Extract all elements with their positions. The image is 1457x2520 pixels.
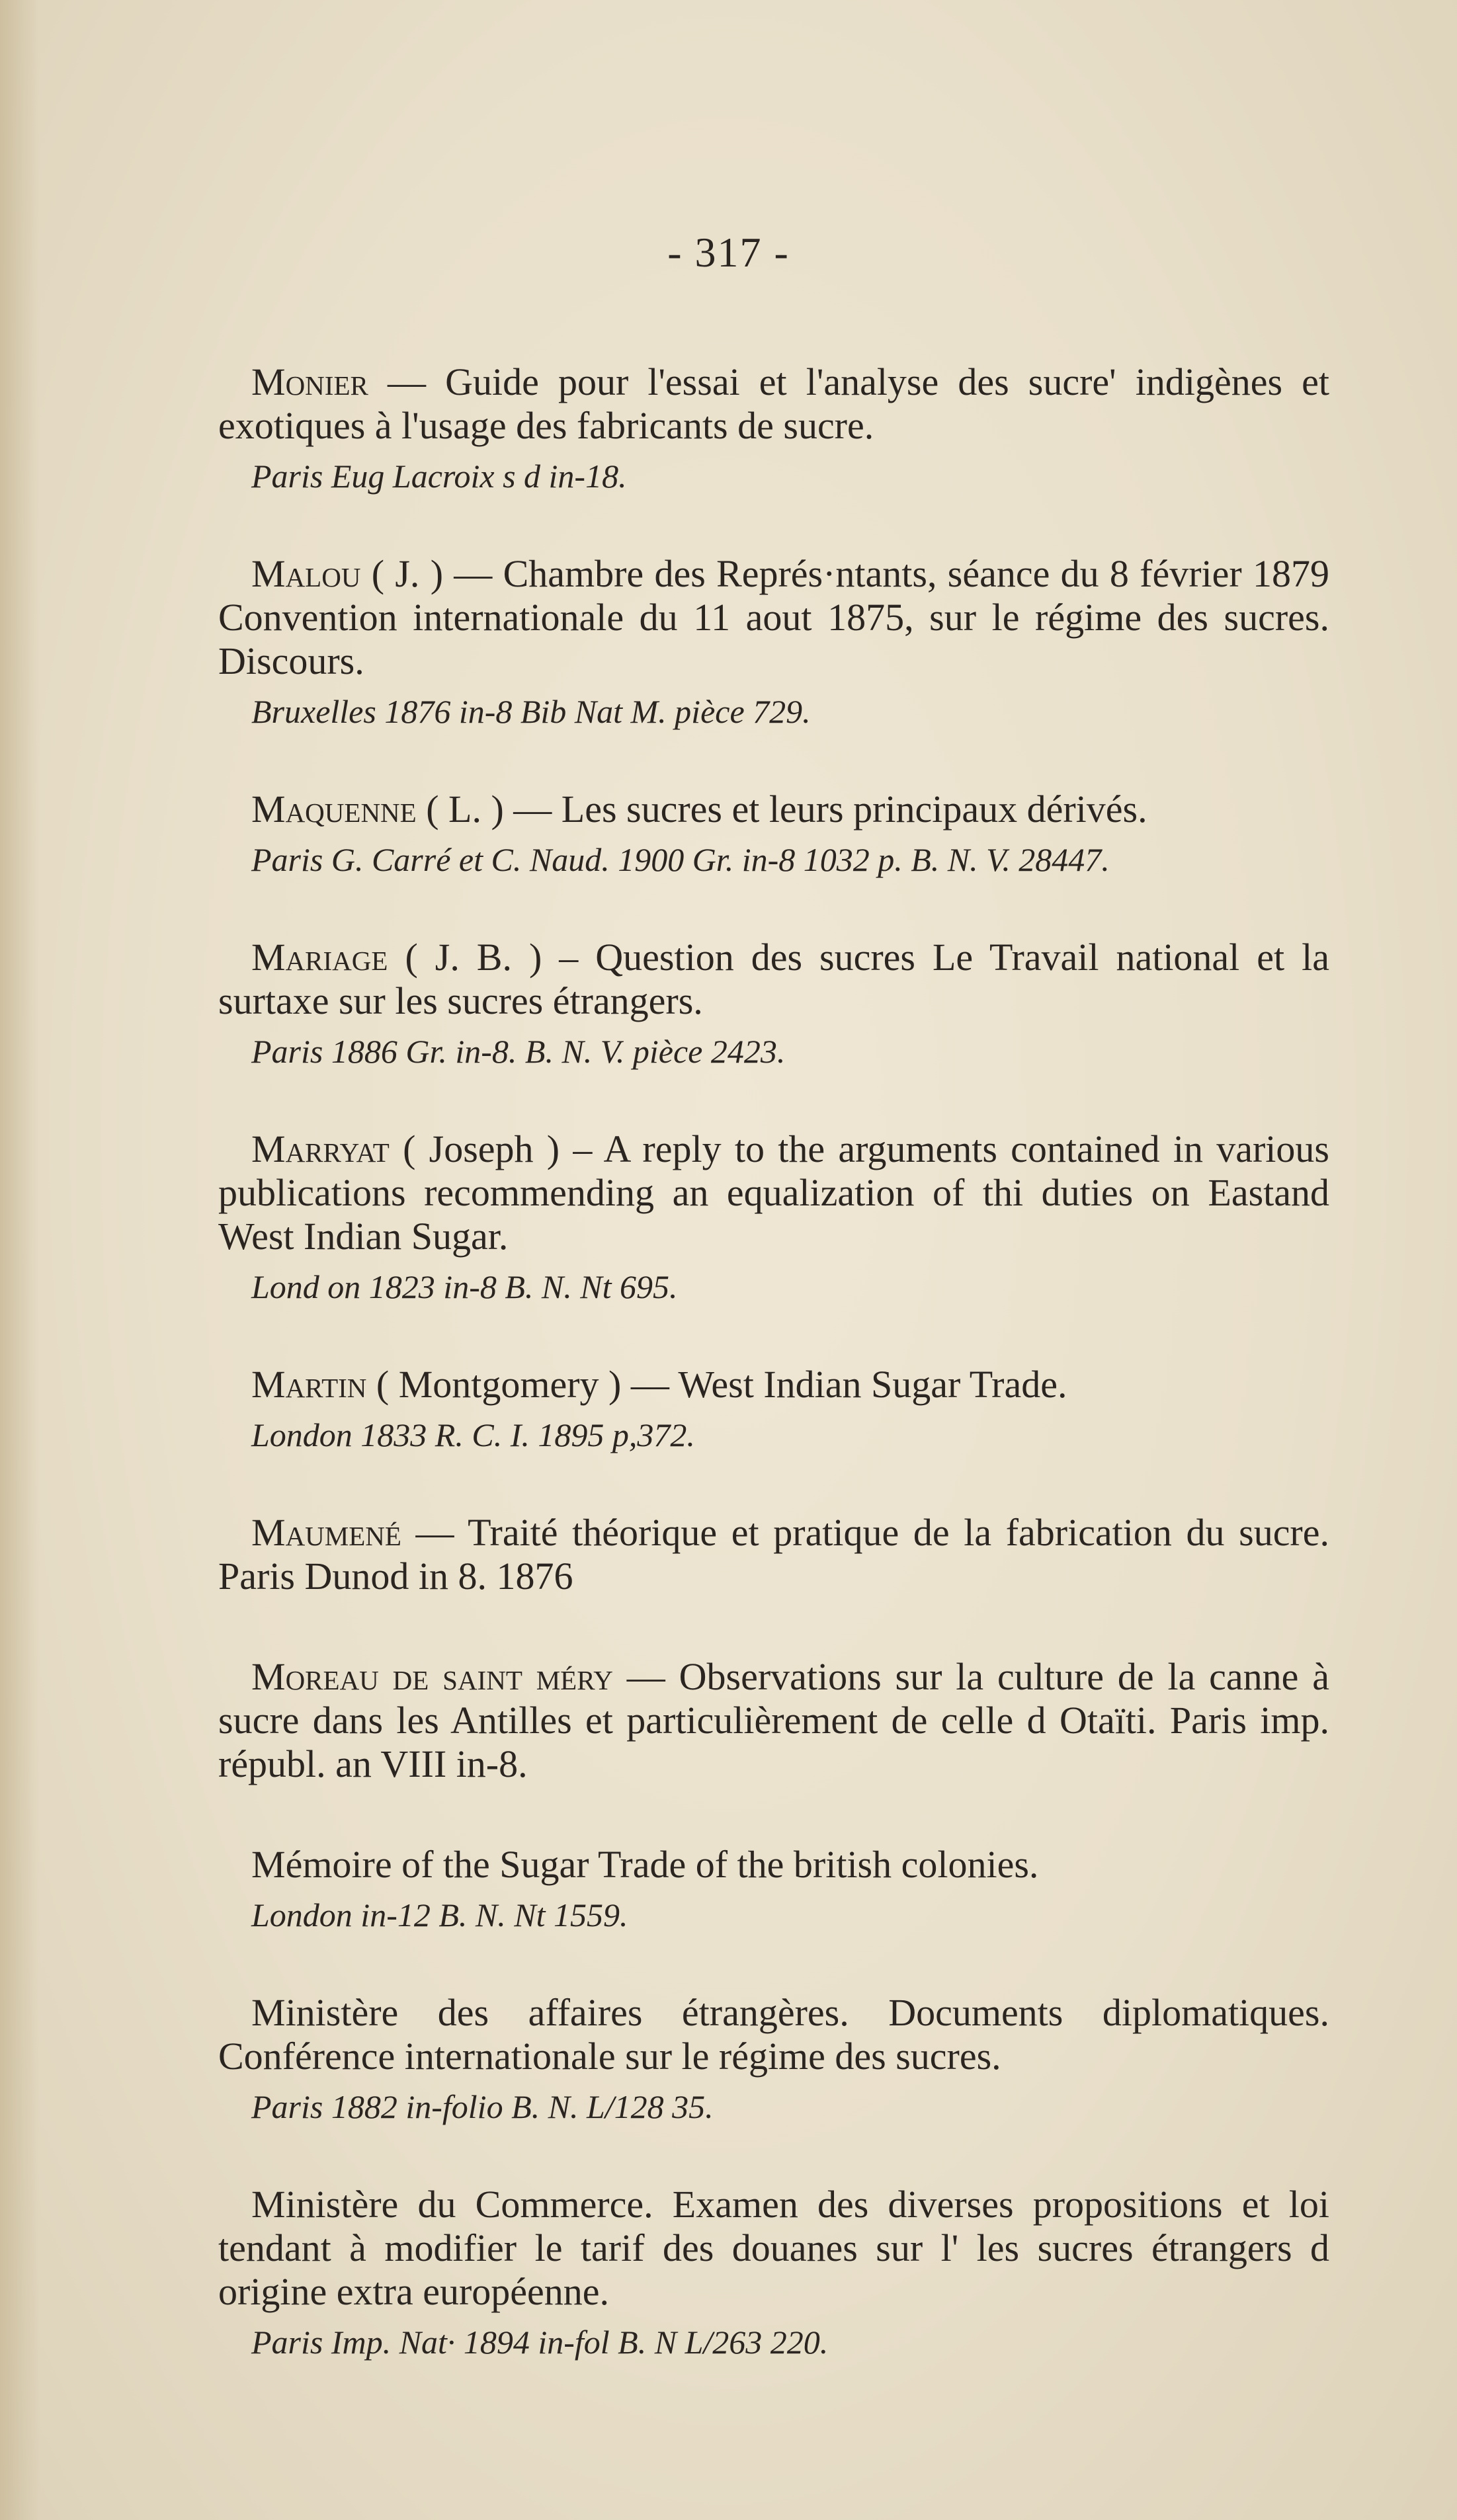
page-number: - 317 - — [667, 229, 790, 276]
bibliography-entry — [218, 936, 1329, 1071]
entry-title — [218, 1511, 1329, 1598]
bibliography-entry — [218, 360, 1329, 495]
bibliography-entry — [218, 1655, 1329, 1786]
entry-title — [218, 1127, 1329, 1258]
entry-title — [218, 1363, 1329, 1406]
entry-title-text: ( Joseph ) – A reply to the arguments contained in various publications recommending an equalization of thi duties on Eastand West Indian Sugar. — [218, 1127, 1329, 1258]
entry-title — [218, 936, 1329, 1023]
bibliography-entry — [218, 1843, 1329, 1934]
entry-author: Moreau de saint méry — [251, 1655, 613, 1698]
entry-publication: Paris G. Carré et C. Naud. 1900 Gr. in-8 1032 p. B. N. V. 28447. — [251, 841, 1110, 878]
entry-title — [218, 788, 1329, 831]
bibliography-entry — [218, 1991, 1329, 2126]
entry-title-text: — Traité théorique et pratique de la fabrication du sucre. Paris Dunod in 8. 1876 — [218, 1511, 1329, 1598]
bibliography-entry — [218, 788, 1329, 879]
entry-title-text: Ministère du Commerce. Examen des diverses propositions et loi tendant à modifier le tarif des douanes sur l' les sucres étrangers d origine extra européenne. — [218, 2183, 1329, 2313]
entry-title-text: — Observations sur la culture de la canne à sucre dans les Antilles et particulièrement de celle d Otaïti. Paris imp. républ. an VIII in-8. — [218, 1655, 1330, 1785]
page-edge-shadow — [0, 0, 40, 2520]
entry-publication: London 1833 R. C. I. 1895 p,372. — [251, 1416, 695, 1453]
entry-publication: London in-12 B. N. Nt 1559. — [251, 1896, 628, 1933]
entry-title-text: Mémoire of the Sugar Trade of the british colonies. — [251, 1843, 1039, 1886]
entry-author: Malou — [251, 552, 361, 595]
bibliography-list — [218, 360, 1329, 2418]
entry-title — [218, 2183, 1329, 2314]
entry-title-text: Ministère des affaires étrangères. Documents diplomatiques. Conférence internationale sur le régime des sucres. — [218, 1991, 1329, 2078]
entry-publication: Bruxelles 1876 in-8 Bib Nat M. pièce 729. — [251, 693, 811, 730]
bibliography-entry — [218, 1511, 1329, 1598]
bibliography-entry — [218, 1127, 1329, 1306]
entry-title — [218, 1991, 1329, 2078]
entry-publication: Paris 1886 Gr. in-8. B. N. V. pièce 2423. — [251, 1033, 786, 1070]
entry-publication: Paris Eug Lacroix s d in-18. — [251, 458, 627, 495]
entry-title-text: ( L. ) — Les sucres et leurs principaux dérivés. — [416, 788, 1147, 831]
entry-author: Marryat — [251, 1127, 390, 1170]
entry-title-text: ( J. ) — Chambre des Représ·ntants, séance du 8 février 1879 Convention internationale du 11 aout 1875, sur le régime des sucres. Discours. — [218, 552, 1329, 682]
bibliography-entry — [218, 552, 1329, 731]
bibliography-entry — [218, 2183, 1329, 2361]
entry-publication: Paris 1882 in-folio B. N. L/128 35. — [251, 2088, 714, 2125]
entry-title — [218, 552, 1329, 683]
entry-author: Mariage — [251, 936, 388, 979]
entry-title-text: ( J. B. ) – Question des sucres Le Travail national et la surtaxe sur les sucres étrangers. — [218, 936, 1329, 1022]
entry-publication: Paris Imp. Nat· 1894 in-fol B. N L/263 220. — [251, 2324, 829, 2361]
entry-title — [218, 360, 1329, 448]
entry-publication: Lond on 1823 in-8 B. N. Nt 695. — [251, 1268, 678, 1305]
entry-author: Monier — [251, 360, 368, 403]
entry-author: Maquenne — [251, 788, 417, 831]
entry-title — [218, 1655, 1329, 1786]
entry-title-text: ( Montgomery ) — West Indian Sugar Trade. — [366, 1363, 1067, 1406]
entry-title — [218, 1843, 1329, 1887]
entry-title-text: — Guide pour l'essai et l'analyse des sucre' indigènes et exotiques à l'usage des fabricants de sucre. — [218, 360, 1329, 447]
bibliography-entry — [218, 1363, 1329, 1454]
entry-author: Maumené — [251, 1511, 401, 1554]
entry-author: Martin — [251, 1363, 367, 1406]
